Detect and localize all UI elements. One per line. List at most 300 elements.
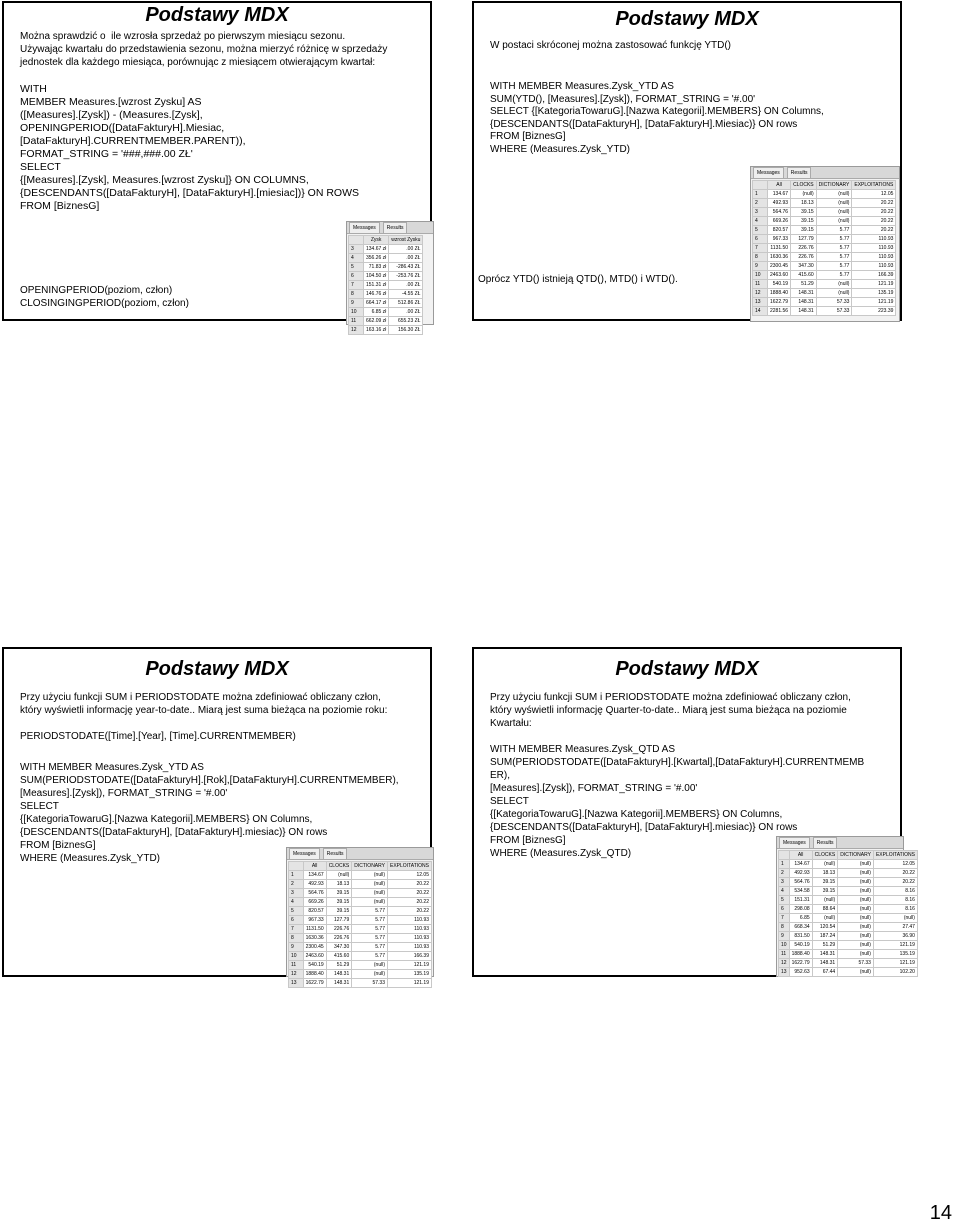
- table-cell[interactable]: 226.76: [326, 934, 352, 943]
- table-cell[interactable]: 148.31: [812, 950, 838, 959]
- table-cell[interactable]: 51.29: [326, 961, 352, 970]
- slide-1: [2, 1, 432, 333]
- table-cell[interactable]: 226.76: [791, 253, 817, 262]
- table-cell[interactable]: 662.09 zł: [364, 317, 389, 326]
- row-number[interactable]: 4: [753, 217, 768, 226]
- table-cell[interactable]: (null): [838, 932, 874, 941]
- table-cell[interactable]: (null): [838, 941, 874, 950]
- table-cell[interactable]: (null): [816, 199, 852, 208]
- row-number[interactable]: 3: [779, 878, 790, 887]
- row-number[interactable]: 6: [289, 916, 304, 925]
- result-table: [348, 235, 423, 335]
- table-cell[interactable]: 121.19: [852, 280, 896, 289]
- table-row: [289, 979, 432, 988]
- table-cell[interactable]: 5.77: [352, 925, 388, 934]
- column-header[interactable]: EXPLOITATIONS: [388, 862, 432, 871]
- table-cell[interactable]: 121.19: [388, 979, 432, 988]
- table-cell[interactable]: 36.90: [873, 932, 917, 941]
- table-cell[interactable]: 1888.40: [789, 950, 812, 959]
- table-row: [289, 952, 432, 961]
- table-cell[interactable]: (null): [326, 871, 352, 880]
- table-cell[interactable]: 110.93: [388, 943, 432, 952]
- column-header[interactable]: Zysk: [364, 236, 389, 245]
- column-header[interactable]: [753, 181, 768, 190]
- column-header[interactable]: EXPLOITATIONS: [873, 851, 917, 860]
- row-number[interactable]: 10: [349, 308, 364, 317]
- table-cell[interactable]: (null): [816, 217, 852, 226]
- table-cell[interactable]: 492.93: [789, 869, 812, 878]
- table-cell[interactable]: (null): [838, 887, 874, 896]
- table-cell[interactable]: (null): [352, 898, 388, 907]
- table-cell[interactable]: 39.15: [812, 878, 838, 887]
- row-number[interactable]: 5: [779, 896, 790, 905]
- row-number[interactable]: 10: [779, 941, 790, 950]
- table-cell[interactable]: 1131.50: [303, 925, 326, 934]
- row-number[interactable]: 8: [753, 253, 768, 262]
- table-cell[interactable]: 148.31: [812, 959, 838, 968]
- row-number[interactable]: 3: [289, 889, 304, 898]
- table-cell[interactable]: 135.19: [852, 289, 896, 298]
- table-cell[interactable]: 1622.79: [789, 959, 812, 968]
- table-cell[interactable]: 57.33: [816, 298, 852, 307]
- row-number[interactable]: 5: [753, 226, 768, 235]
- intro-line: Używając kwartału do przedstawienia sezonu, można mierzyć różnicę w sprzedaży: [20, 44, 388, 55]
- table-cell[interactable]: 39.15: [326, 889, 352, 898]
- table-cell[interactable]: 5.77: [816, 262, 852, 271]
- table-row: [779, 941, 918, 950]
- row-number[interactable]: 6: [753, 235, 768, 244]
- table-cell[interactable]: .00 ZŁ: [389, 245, 423, 254]
- table-cell[interactable]: 127.79: [791, 235, 817, 244]
- table-cell[interactable]: 540.19: [303, 961, 326, 970]
- table-cell[interactable]: 669.26: [303, 898, 326, 907]
- table-cell[interactable]: 39.15: [326, 907, 352, 916]
- table-row: [289, 916, 432, 925]
- row-number[interactable]: 12: [753, 289, 768, 298]
- table-cell[interactable]: (null): [873, 914, 917, 923]
- table-cell[interactable]: 492.93: [768, 199, 791, 208]
- table-cell[interactable]: (null): [838, 950, 874, 959]
- row-number[interactable]: 5: [349, 263, 364, 272]
- table-cell[interactable]: 1888.40: [303, 970, 326, 979]
- table-cell[interactable]: 298.08: [789, 905, 812, 914]
- table-row: [349, 254, 423, 263]
- table-cell[interactable]: 20.22: [388, 898, 432, 907]
- table-cell[interactable]: 668.34: [789, 923, 812, 932]
- table-cell[interactable]: -286.43 ZŁ: [389, 263, 423, 272]
- table-cell[interactable]: 1131.50: [768, 244, 791, 253]
- table-cell[interactable]: (null): [816, 208, 852, 217]
- table-cell[interactable]: 39.15: [791, 208, 817, 217]
- table-header-row: [289, 862, 432, 871]
- table-row: [779, 878, 918, 887]
- result-table: [288, 861, 432, 988]
- table-cell[interactable]: 148.31: [791, 298, 817, 307]
- table-cell[interactable]: 18.13: [326, 880, 352, 889]
- table-cell[interactable]: (null): [838, 878, 874, 887]
- table-cell[interactable]: 415.60: [326, 952, 352, 961]
- table-cell[interactable]: (null): [838, 968, 874, 977]
- intro-line: Przy użyciu funkcji SUM i PERIODSTODATE można zdefiniować obliczany człon,: [490, 692, 851, 703]
- tab-results[interactable]: Results: [787, 167, 812, 178]
- table-cell[interactable]: 2281.56: [768, 307, 791, 316]
- table-cell[interactable]: 121.19: [873, 941, 917, 950]
- table-cell[interactable]: 51.29: [791, 280, 817, 289]
- table-cell[interactable]: (null): [352, 871, 388, 880]
- table-row: [753, 280, 896, 289]
- table-cell[interactable]: 415.60: [791, 271, 817, 280]
- row-number[interactable]: 2: [753, 199, 768, 208]
- table-cell[interactable]: 820.57: [768, 226, 791, 235]
- table-cell[interactable]: 166.39: [388, 952, 432, 961]
- table-cell[interactable]: 347.30: [326, 943, 352, 952]
- table-cell[interactable]: 135.19: [388, 970, 432, 979]
- table-row: [349, 326, 423, 335]
- column-header[interactable]: [779, 851, 790, 860]
- column-header[interactable]: DICTIONARY: [838, 851, 874, 860]
- table-cell[interactable]: .00 ZŁ: [389, 308, 423, 317]
- row-number[interactable]: 12: [349, 326, 364, 335]
- table-cell[interactable]: 5.77: [816, 271, 852, 280]
- table-cell[interactable]: 39.15: [791, 217, 817, 226]
- table-cell[interactable]: 67.44: [812, 968, 838, 977]
- row-number[interactable]: 9: [289, 943, 304, 952]
- table-cell[interactable]: 223.39: [852, 307, 896, 316]
- table-cell[interactable]: .00 ZŁ: [389, 281, 423, 290]
- table-cell[interactable]: 564.76: [789, 878, 812, 887]
- row-number[interactable]: 1: [779, 860, 790, 869]
- table-cell[interactable]: 20.22: [852, 226, 896, 235]
- table-cell[interactable]: 12.05: [852, 190, 896, 199]
- table-cell[interactable]: (null): [816, 280, 852, 289]
- table-cell[interactable]: 39.15: [791, 226, 817, 235]
- table-cell[interactable]: 110.93: [388, 925, 432, 934]
- row-number[interactable]: 7: [289, 925, 304, 934]
- column-header[interactable]: wzrost Zysku: [389, 236, 423, 245]
- row-number[interactable]: 4: [289, 898, 304, 907]
- table-cell[interactable]: 12.05: [388, 871, 432, 880]
- row-number[interactable]: 9: [349, 299, 364, 308]
- table-row: [779, 959, 918, 968]
- table-cell[interactable]: (null): [838, 914, 874, 923]
- table-cell[interactable]: 2300.45: [768, 262, 791, 271]
- column-header[interactable]: CLOCKS: [326, 862, 352, 871]
- row-number[interactable]: 7: [779, 914, 790, 923]
- table-cell[interactable]: 6.85: [789, 914, 812, 923]
- column-header[interactable]: DICTIONARY: [816, 181, 852, 190]
- table-cell[interactable]: 492.93: [303, 880, 326, 889]
- table-cell[interactable]: 110.93: [852, 235, 896, 244]
- row-number[interactable]: 10: [753, 271, 768, 280]
- table-row: [289, 925, 432, 934]
- table-cell[interactable]: -253.76 ZŁ: [389, 272, 423, 281]
- table-cell[interactable]: (null): [812, 896, 838, 905]
- row-number[interactable]: 8: [779, 923, 790, 932]
- table-cell[interactable]: 148.31: [326, 979, 352, 988]
- mdx-query: WITH MEMBER Measures.Zysk_YTD AS SUM(YTD(), [Measures].[Zysk]), FORMAT_STRING = '#.00' SELECT {[KategoriaTowaruG].[Nazwa Kategorii].MEMBERS} ON Columns, {DESCENDANTS([DataFakturyH], [DataFakturyH].Miesiac)} ON rows FROM [BiznesG] WHERE (Measures.Zysk_YTD): [490, 81, 824, 155]
- column-header[interactable]: All: [768, 181, 791, 190]
- table-cell[interactable]: (null): [812, 914, 838, 923]
- table-cell[interactable]: 1622.79: [768, 298, 791, 307]
- table-cell[interactable]: -4.55 ZŁ: [389, 290, 423, 299]
- slide-2: [472, 1, 902, 321]
- table-cell[interactable]: 5.77: [352, 934, 388, 943]
- table-cell[interactable]: (null): [838, 896, 874, 905]
- table-cell[interactable]: 148.31: [791, 307, 817, 316]
- row-number[interactable]: 8: [349, 290, 364, 299]
- table-cell[interactable]: 5.77: [352, 907, 388, 916]
- table-row: [289, 889, 432, 898]
- table-cell[interactable]: (null): [816, 289, 852, 298]
- table-cell[interactable]: 12.05: [873, 860, 917, 869]
- table-cell[interactable]: 5.77: [816, 253, 852, 262]
- row-number[interactable]: 1: [289, 871, 304, 880]
- table-cell[interactable]: 20.22: [873, 878, 917, 887]
- table-cell[interactable]: 5.77: [352, 916, 388, 925]
- table-cell[interactable]: (null): [838, 869, 874, 878]
- table-cell[interactable]: 1622.79: [303, 979, 326, 988]
- row-number[interactable]: 2: [289, 880, 304, 889]
- table-cell[interactable]: (null): [791, 190, 817, 199]
- table-cell[interactable]: 1630.36: [303, 934, 326, 943]
- row-number[interactable]: 13: [753, 298, 768, 307]
- column-header[interactable]: EXPLOITATIONS: [852, 181, 896, 190]
- table-cell[interactable]: 20.22: [388, 907, 432, 916]
- table-cell[interactable]: 664.17 zł: [364, 299, 389, 308]
- tab-results[interactable]: Results: [323, 848, 348, 859]
- intro-line: jednostek dla każdego miesiąca, porównując z miesiącem otwierającym kwartał:: [20, 57, 376, 68]
- table-cell[interactable]: 20.22: [388, 889, 432, 898]
- column-header[interactable]: [289, 862, 304, 871]
- table-cell[interactable]: 148.31: [791, 289, 817, 298]
- table-cell[interactable]: 226.76: [326, 925, 352, 934]
- mdx-query: WITH MEMBER Measures.Zysk_QTD AS SUM(PERIODSTODATE([DataFakturyH].[Kwartal],[DataFakturyH].CURRENTMEMB ER), [Measures].[Zysk]), FORMAT_STRING = '#.00' SELECT {[KategoriaTowaruG].[Nazwa Kategorii].MEMBERS} ON Columns, {DESCENDANTS([DataFakturyH], [DataFakturyH].miesiac)} ON rows FROM [BiznesG] WHERE (Measures.Zysk_QTD): [490, 744, 865, 859]
- row-number[interactable]: 3: [753, 208, 768, 217]
- table-cell[interactable]: 134.67 zł: [364, 245, 389, 254]
- table-cell[interactable]: 151.31: [789, 896, 812, 905]
- formula: PERIODSTODATE([Time].[Year], [Time].CURRENTMEMBER): [20, 731, 296, 742]
- row-number[interactable]: 9: [779, 932, 790, 941]
- table-cell[interactable]: 57.33: [352, 979, 388, 988]
- table-cell[interactable]: 967.33: [768, 235, 791, 244]
- table-cell[interactable]: 5.77: [352, 943, 388, 952]
- table-cell[interactable]: 20.22: [852, 217, 896, 226]
- table-header-row: [349, 236, 423, 245]
- table-cell[interactable]: 27.47: [873, 923, 917, 932]
- table-row: [349, 272, 423, 281]
- column-header[interactable]: CLOCKS: [791, 181, 817, 190]
- table-cell[interactable]: 564.76: [303, 889, 326, 898]
- row-number[interactable]: 8: [289, 934, 304, 943]
- table-cell[interactable]: 540.19: [768, 280, 791, 289]
- table-cell[interactable]: 134.67: [303, 871, 326, 880]
- table-row: [349, 281, 423, 290]
- table-cell[interactable]: 110.93: [852, 253, 896, 262]
- row-number[interactable]: 6: [349, 272, 364, 281]
- table-cell[interactable]: 564.76: [768, 208, 791, 217]
- tab-results[interactable]: Results: [383, 222, 408, 233]
- table-cell[interactable]: 20.22: [873, 869, 917, 878]
- table-cell[interactable]: 121.19: [873, 959, 917, 968]
- table-cell[interactable]: 356.26 zł: [364, 254, 389, 263]
- slide-3: [2, 647, 432, 986]
- table-cell[interactable]: 18.13: [791, 199, 817, 208]
- table-cell[interactable]: 655.23 ZŁ: [389, 317, 423, 326]
- row-number[interactable]: 12: [289, 970, 304, 979]
- table-cell[interactable]: 2300.45: [303, 943, 326, 952]
- table-cell[interactable]: 51.29: [812, 941, 838, 950]
- table-cell[interactable]: 134.67: [789, 860, 812, 869]
- table-cell[interactable]: 121.19: [852, 298, 896, 307]
- table-cell[interactable]: 347.30: [791, 262, 817, 271]
- tab-messages[interactable]: Messages: [349, 222, 380, 233]
- table-cell[interactable]: (null): [816, 190, 852, 199]
- table-row: [349, 245, 423, 254]
- table-cell[interactable]: (null): [352, 889, 388, 898]
- table-cell[interactable]: 2463.60: [768, 271, 791, 280]
- table-cell[interactable]: 120.54: [812, 923, 838, 932]
- table-cell[interactable]: 226.76: [791, 244, 817, 253]
- row-number[interactable]: 12: [779, 959, 790, 968]
- row-number[interactable]: 4: [779, 887, 790, 896]
- table-header-row: [753, 181, 896, 190]
- table-cell[interactable]: (null): [838, 923, 874, 932]
- table-cell[interactable]: 134.67: [768, 190, 791, 199]
- table-cell[interactable]: (null): [838, 860, 874, 869]
- table-row: [289, 898, 432, 907]
- row-number[interactable]: 3: [349, 245, 364, 254]
- row-number[interactable]: 9: [753, 262, 768, 271]
- table-cell[interactable]: 820.57: [303, 907, 326, 916]
- table-cell[interactable]: 71.83 zł: [364, 263, 389, 272]
- row-number[interactable]: 2: [779, 869, 790, 878]
- table-cell[interactable]: 5.77: [816, 235, 852, 244]
- table-row: [779, 887, 918, 896]
- table-cell[interactable]: 8.16: [873, 905, 917, 914]
- table-row: [779, 950, 918, 959]
- table-cell[interactable]: 967.33: [303, 916, 326, 925]
- table-cell[interactable]: 110.93: [388, 916, 432, 925]
- row-number[interactable]: 11: [349, 317, 364, 326]
- table-cell[interactable]: 669.26: [768, 217, 791, 226]
- tab-messages[interactable]: Messages: [779, 837, 810, 848]
- table-cell[interactable]: .00 ZŁ: [389, 254, 423, 263]
- table-cell[interactable]: 831.50: [789, 932, 812, 941]
- row-number[interactable]: 14: [753, 307, 768, 316]
- column-header[interactable]: All: [789, 851, 812, 860]
- row-number[interactable]: 13: [779, 968, 790, 977]
- column-header[interactable]: DICTIONARY: [352, 862, 388, 871]
- row-number[interactable]: 11: [289, 961, 304, 970]
- table-cell[interactable]: 187.24: [812, 932, 838, 941]
- column-header[interactable]: CLOCKS: [812, 851, 838, 860]
- row-number[interactable]: 13: [289, 979, 304, 988]
- table-cell[interactable]: 39.15: [812, 887, 838, 896]
- table-cell[interactable]: 110.93: [388, 934, 432, 943]
- table-cell[interactable]: 88.64: [812, 905, 838, 914]
- row-number[interactable]: 11: [753, 280, 768, 289]
- table-cell[interactable]: 6.85 zł: [364, 308, 389, 317]
- table-cell[interactable]: 110.93: [852, 262, 896, 271]
- table-cell[interactable]: 8.16: [873, 896, 917, 905]
- table-cell[interactable]: 2463.60: [303, 952, 326, 961]
- table-cell[interactable]: 57.33: [838, 959, 874, 968]
- table-cell[interactable]: 512.86 ZŁ: [389, 299, 423, 308]
- table-cell[interactable]: 135.19: [873, 950, 917, 959]
- row-number[interactable]: 10: [289, 952, 304, 961]
- slide-title: Podstawy MDX: [615, 658, 759, 680]
- table-cell[interactable]: 952.63: [789, 968, 812, 977]
- table-row: [779, 914, 918, 923]
- table-cell[interactable]: 39.15: [326, 898, 352, 907]
- table-cell[interactable]: 151.31 zł: [364, 281, 389, 290]
- query-result-screenshot: [750, 166, 900, 322]
- table-cell[interactable]: 166.39: [852, 271, 896, 280]
- table-cell[interactable]: 146.76 zł: [364, 290, 389, 299]
- table-cell[interactable]: 102.20: [873, 968, 917, 977]
- row-number[interactable]: 6: [779, 905, 790, 914]
- table-cell[interactable]: 57.33: [816, 307, 852, 316]
- table-cell[interactable]: 18.13: [812, 869, 838, 878]
- intro-line: Przy użyciu funkcji SUM i PERIODSTODATE można zdefiniować obliczany człon,: [20, 692, 381, 703]
- table-cell[interactable]: 110.93: [852, 244, 896, 253]
- table-cell[interactable]: (null): [352, 880, 388, 889]
- table-row: [753, 199, 896, 208]
- table-cell[interactable]: 540.19: [789, 941, 812, 950]
- table-cell[interactable]: 534.58: [789, 887, 812, 896]
- tab-results[interactable]: Results: [813, 837, 838, 848]
- table-cell[interactable]: 20.22: [852, 208, 896, 217]
- table-cell[interactable]: 20.22: [388, 880, 432, 889]
- query-result-screenshot: [346, 221, 434, 333]
- row-number[interactable]: 4: [349, 254, 364, 263]
- table-cell[interactable]: 5.77: [816, 244, 852, 253]
- mdx-query: WITH MEMBER Measures.Zysk_YTD AS SUM(PERIODSTODATE([DataFakturyH].[Rok],[DataFakturyH].CURRENTMEMBER), [Measures].[Zysk]), FORMAT_STRING = '#.00' SELECT {[KategoriaTowaruG].[Nazwa Kategorii].MEMBERS} ON Columns, {DESCENDANTS([DataFakturyH], [DataFakturyH].miesiac)} ON rows FROM [BiznesG] WHERE (Measures.Zysk_YTD): [20, 762, 399, 864]
- table-row: [289, 871, 432, 880]
- table-cell[interactable]: 163.16 zł: [364, 326, 389, 335]
- table-cell[interactable]: 5.77: [816, 226, 852, 235]
- table-cell[interactable]: 127.79: [326, 916, 352, 925]
- table-row: [753, 262, 896, 271]
- tab-messages[interactable]: Messages: [753, 167, 784, 178]
- column-header[interactable]: [349, 236, 364, 245]
- row-number[interactable]: 5: [289, 907, 304, 916]
- table-cell[interactable]: 121.19: [388, 961, 432, 970]
- row-number[interactable]: 1: [753, 190, 768, 199]
- table-cell[interactable]: 156.30 ZŁ: [389, 326, 423, 335]
- row-number[interactable]: 7: [753, 244, 768, 253]
- row-number[interactable]: 11: [779, 950, 790, 959]
- table-cell[interactable]: (null): [352, 970, 388, 979]
- table-cell[interactable]: 104.50 zł: [364, 272, 389, 281]
- table-row: [349, 308, 423, 317]
- column-header[interactable]: All: [303, 862, 326, 871]
- tab-messages[interactable]: Messages: [289, 848, 320, 859]
- table-cell[interactable]: 148.31: [326, 970, 352, 979]
- table-cell[interactable]: (null): [838, 905, 874, 914]
- table-cell[interactable]: 1630.36: [768, 253, 791, 262]
- table-cell[interactable]: 20.22: [852, 199, 896, 208]
- row-number[interactable]: 7: [349, 281, 364, 290]
- table-cell[interactable]: (null): [812, 860, 838, 869]
- table-row: [349, 263, 423, 272]
- table-cell[interactable]: 5.77: [352, 952, 388, 961]
- table-cell[interactable]: 1888.40: [768, 289, 791, 298]
- page-number: 14: [929, 1202, 952, 1224]
- table-cell[interactable]: (null): [352, 961, 388, 970]
- footer-line: CLOSINGINGPERIOD(poziom, człon): [20, 298, 189, 309]
- table-cell[interactable]: 8.16: [873, 887, 917, 896]
